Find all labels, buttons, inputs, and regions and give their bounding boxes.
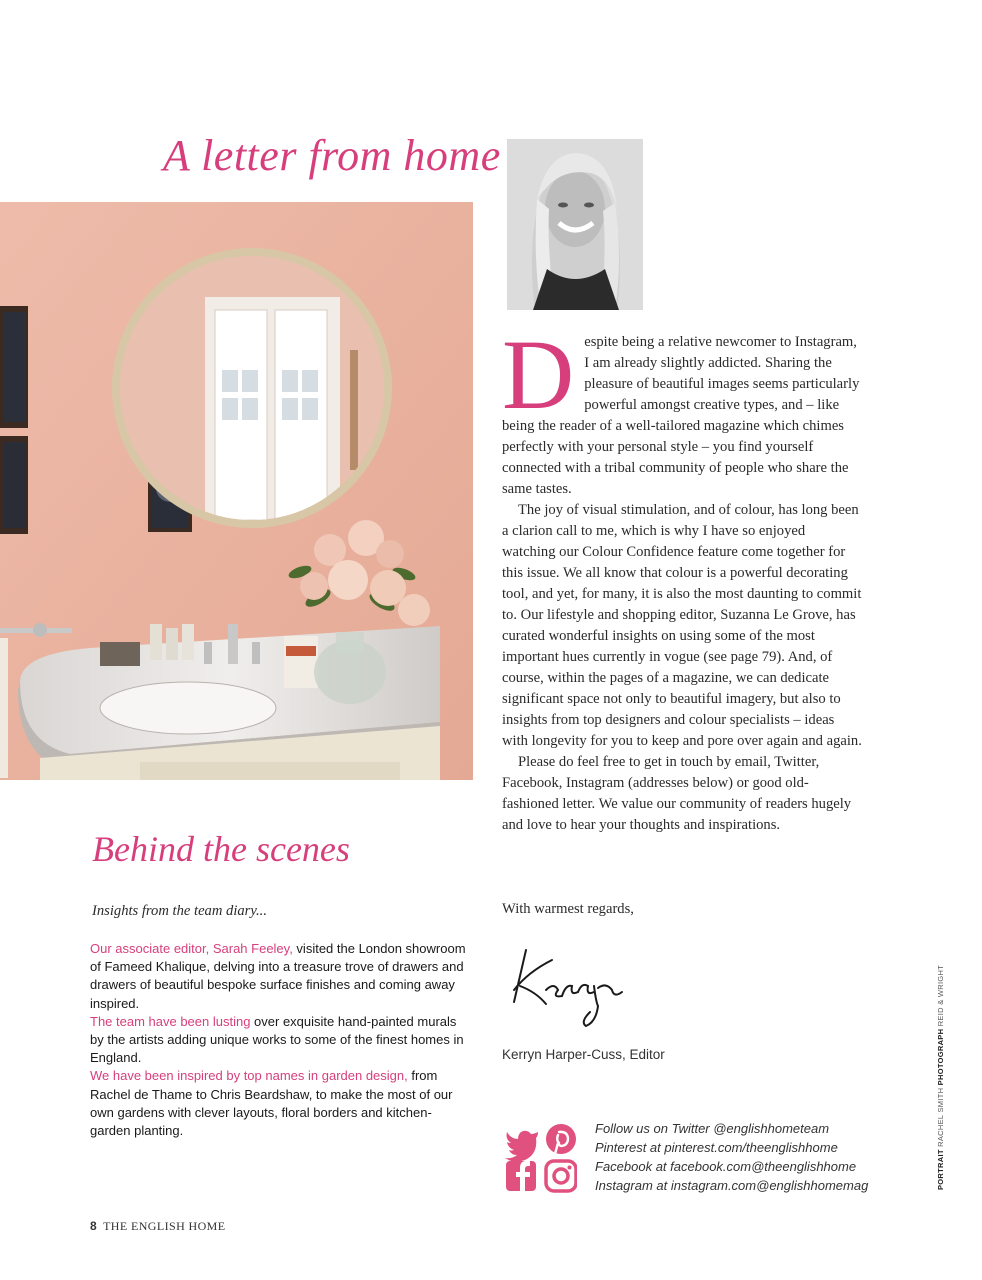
diary-text: over exquisite hand-painted murals by the artists adding unique works to some of the finest homes in England.: [90, 1013, 464, 1066]
pinterest-icon[interactable]: [546, 1124, 576, 1154]
facebook-link[interactable]: Facebook at facebook.com@theenglishhome: [595, 1159, 857, 1174]
section-title: Behind the scenes: [92, 829, 350, 869]
diary-highlight: We have been inspired by top names in garden design,: [90, 1068, 408, 1084]
team-diary: [90, 940, 470, 1140]
facebook-icon[interactable]: [506, 1161, 536, 1191]
diary-text: visited the London showroom of Fameed Khalique, delving into a treasure trove of drawers and drawers of beautiful bespoke surface finishes and coming away inspired.: [90, 941, 466, 1011]
instagram-link[interactable]: Instagram at instagram.com@englishhomemag: [595, 1178, 869, 1193]
instagram-icon[interactable]: [546, 1161, 576, 1191]
page-title: A letter from home: [163, 131, 501, 180]
letter-paragraph-text: espite being a relative newcomer to Instagram, I am already slightly addicted. Sharing the pleasure of beautiful images seems particularly powerful amongst creative types, and – like being the reader of a well-tailored magazine which chimes perfectly with your personal style – you find yourself connected with a tribal community of people who share the same tastes.: [502, 334, 860, 497]
twitter-icon[interactable]: [505, 1131, 538, 1162]
photo-credit: [936, 965, 945, 1190]
letter-paragraph: [502, 319, 862, 500]
editor-letter: [502, 319, 862, 836]
credit-portrait-label: PORTRAIT: [936, 1149, 945, 1190]
credit-photo-name: REID & WRIGHT: [936, 964, 945, 1027]
page-footer: [90, 1219, 225, 1234]
letter-closing: With warmest regards,: [502, 901, 634, 917]
diary-highlight: The team have been lusting: [90, 1013, 251, 1029]
letter-paragraph: Please do feel free to get in touch by email, Twitter, Facebook, Instagram (addresses below) or good old-fashioned letter. We value our community of readers hugely and love to hear your thoughts and inspirations.: [502, 754, 852, 833]
page-number: 8: [90, 1219, 98, 1233]
letter-paragraph: The joy of visual stimulation, and of colour, has long been a clarion call to me, which is why I have so enjoyed watching our Colour Confidence feature come together for this issue. We all know that colour is a powerful decorating tool, and yet, for many, it is also the most daunting to commit to. Our lifestyle and shopping editor, Suzanna Le Grove, has curated wonderful insights on using some of the most important hues currently in vogue (see page 79). And, of course, within the pages of a magazine, we can dedicate significant space not only to beautiful imagery, but also to insights from top designers and colour specialists – ideas with longevity for you to keep and pore over again and again.: [502, 502, 862, 749]
diary-highlight: Our associate editor, Sarah Feeley,: [90, 941, 293, 956]
magazine-name: THE ENGLISH HOME: [103, 1219, 226, 1233]
social-icons: [505, 1123, 577, 1193]
bathroom-photo: [0, 202, 473, 780]
social-links: [595, 1119, 868, 1195]
editor-name: Kerryn Harper-Cuss, Editor: [502, 1047, 665, 1062]
drop-cap: D: [502, 319, 575, 430]
pinterest-link[interactable]: Pinterest at pinterest.com/theenglishhome: [595, 1140, 838, 1155]
credit-portrait-name: RACHEL SMITH: [936, 1087, 945, 1147]
editor-portrait: [507, 139, 643, 310]
twitter-link[interactable]: Follow us on Twitter @englishhometeam: [595, 1121, 830, 1136]
editor-signature: [506, 942, 636, 1032]
diary-text: from Rachel de Thame to Chris Beardshaw, to make the most of our own gardens with clever layouts, floral borders and kitchen-garden planting.: [90, 1068, 453, 1139]
section-subtitle: Insights from the team diary...: [92, 903, 267, 919]
credit-photo-label: PHOTOGRAPH: [936, 1028, 945, 1086]
